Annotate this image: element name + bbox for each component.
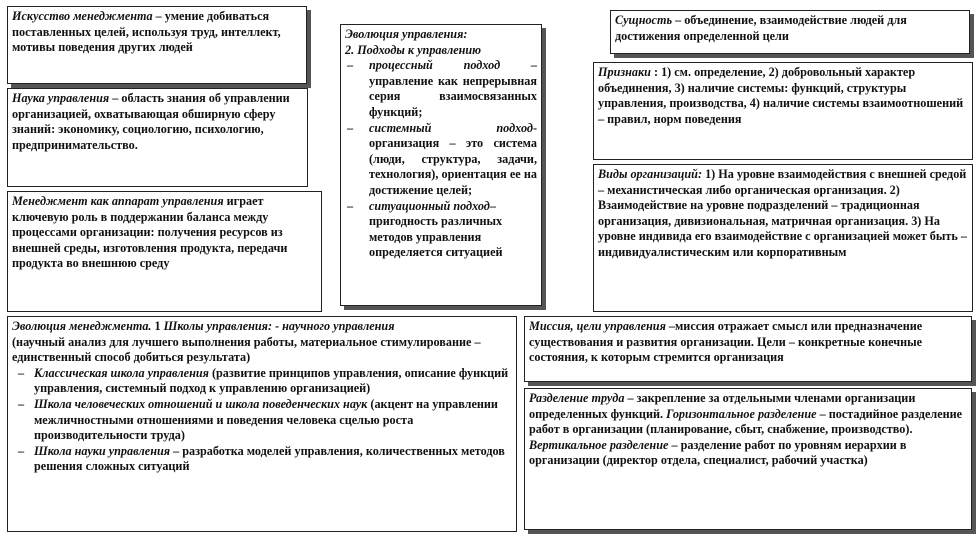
essence-text <box>615 13 965 44</box>
division-of-labor-text <box>529 391 967 438</box>
evolution-title <box>12 319 512 335</box>
essence-term: Сущность <box>615 13 673 27</box>
science-of-management-term: Наука управления <box>12 91 110 105</box>
art-of-management-term: Искусство менеджмента <box>12 9 153 23</box>
mission-goals-definition: –миссия отражает смысл или предназначение существования и развития организации. Цели – конкретные конечные состояния, к которым стремится организация <box>529 319 923 365</box>
science-of-management-definition: – область знания об управлении организацией, охватывающая обширную сферу знаний: экономику, социологию, психологию, предпринимательство. <box>12 91 290 152</box>
vertical-division-definition: – разделение работ по уровням иерархии в организации (директор отдела, специалист, рабочий участка) <box>529 437 907 468</box>
school-text: – разработка моделей управления, количественных методов решения сложных ситуаций <box>34 443 505 474</box>
schools-list <box>12 366 512 475</box>
organization-types-box <box>593 164 973 312</box>
approaches-title-1 <box>345 27 537 43</box>
management-approaches-box <box>340 24 542 306</box>
features-text <box>598 65 968 127</box>
division-of-labor-definition: – закрепление за отдельными членами организации определенных функций. <box>529 391 916 421</box>
essence-box <box>610 10 970 54</box>
approach-text: – пригодность различных методов управления определяется ситуацией <box>369 198 503 260</box>
management-apparatus-term: Менеджмент как аппарат управления <box>12 194 224 208</box>
management-apparatus-definition: играет ключевую роль в поддержании баланса между процессами организации: получения ресурсов из внешней среды, изготовления продукта, передачи продукта во внешнюю среду <box>12 194 288 271</box>
essence-definition: – объединение, взаимодействие людей для достижения определенной цели <box>615 13 907 43</box>
evolution-term: Эволюция менеджмента. <box>12 319 152 333</box>
approach-text: - организация – это система (люди, структура, задачи, технология), ориентация ее на достижение целей; <box>369 120 537 197</box>
horizontal-division-term: Горизонтальное разделение <box>666 406 817 421</box>
mission-goals-text <box>529 319 967 366</box>
management-apparatus-box <box>7 191 322 312</box>
division-of-labor-term: Разделение труда <box>529 391 625 405</box>
mission-goals-box <box>524 316 972 382</box>
school-term: Классическая школа управления <box>34 365 209 380</box>
art-of-management-text <box>12 9 302 56</box>
approach-term: системный подход <box>369 120 533 135</box>
science-of-management-text <box>12 91 303 153</box>
approach-term: ситуационный подход <box>369 198 490 213</box>
horizontal-division-definition: – постадийное разделение работ в организации (планирование, сбыт, снабжение, производство). <box>529 406 963 437</box>
organization-types-definition: 1) На уровне взаимодействия с внешней средой – механистическая либо органическая организация. 2) Взаимодействие на уровне подразделений – традиционная организация, дивизиональная, матричная организация. 3) На уровне индивида его взаимодействие с организацией может быть – индивидуалистическим или корпоративным <box>598 167 967 259</box>
approaches-heading: Эволюция управления: <box>345 27 468 41</box>
school-term: Школа науки управления <box>34 443 171 458</box>
school-item <box>12 397 512 444</box>
evolution-number: 1 <box>151 319 164 333</box>
approaches-title-2 <box>345 43 537 59</box>
management-evolution-box <box>7 316 517 532</box>
evolution-intro: (научный анализ для лучшего выполнения работы, материальное стимулирование –единственный способ добиться результата) <box>12 334 481 365</box>
school-item <box>12 444 512 475</box>
approach-item <box>345 121 537 199</box>
division-of-labor-box <box>524 388 972 530</box>
approach-item <box>345 58 537 120</box>
scientific-management-term: - научного управления <box>272 319 395 333</box>
art-of-management-definition: – умение добиваться поставленных целей, используя труд, интеллект, мотивы поведения других людей <box>12 9 281 55</box>
school-item <box>12 366 512 397</box>
school-text: (акцент на управлении межличностными отношениями и поведения человека сцелью роста производительности труда) <box>34 396 498 443</box>
mission-goals-term: Миссия, цели управления <box>529 319 666 333</box>
features-box <box>593 62 973 160</box>
approaches-list <box>345 58 537 261</box>
approach-item <box>345 199 537 261</box>
organization-types-text <box>598 167 968 261</box>
school-text: (развитие принципов управления, описание функций управления, системный подход к управлению организацией) <box>34 365 509 396</box>
vertical-division-term: Вертикальное разделение <box>529 437 669 452</box>
organization-types-term: Виды организаций: <box>598 167 703 181</box>
features-definition: : 1) см. определение, 2) добровольный характер объединения, 3) наличие системы: функций, структуры управления, производства, 4) наличие системы взаимоотношений – правил, норм поведения <box>598 65 964 126</box>
schools-term: Школы управления: <box>163 319 273 333</box>
art-of-management-box <box>7 6 307 84</box>
school-term: Школа человеческих отношений и школа поведенческих наук <box>34 396 368 411</box>
science-of-management-box <box>7 88 308 187</box>
approach-text: – управление как непрерывная серия взаимосвязанных функций; <box>369 58 537 119</box>
approaches-subheading: 2. Подходы к управлению <box>345 42 482 57</box>
approach-term: процессный подход <box>369 58 501 73</box>
features-term: Признаки <box>598 65 651 79</box>
management-apparatus-text <box>12 194 317 272</box>
vertical-division-text <box>529 438 967 469</box>
